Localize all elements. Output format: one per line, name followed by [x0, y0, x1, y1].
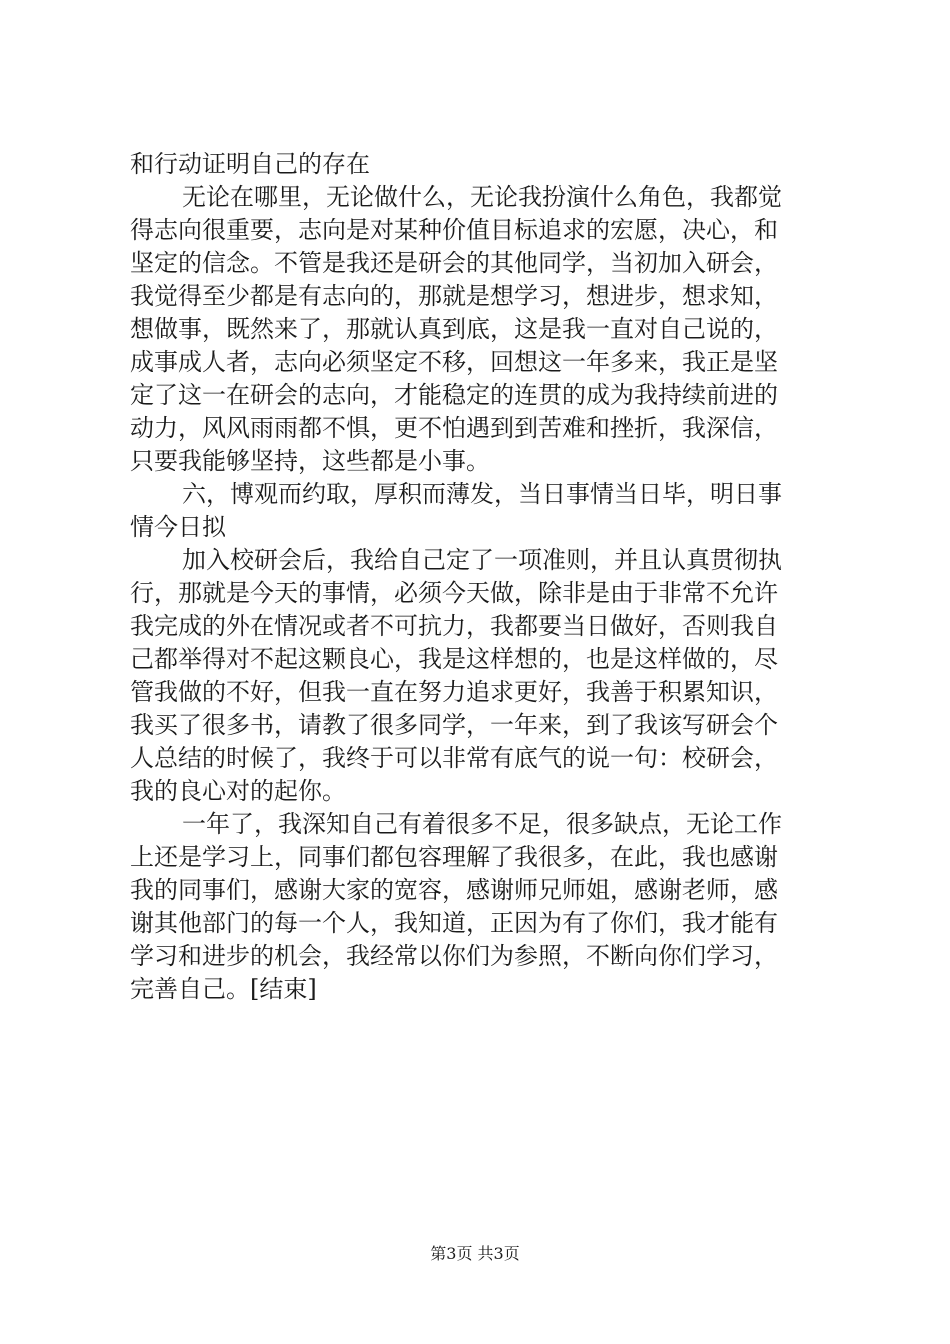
text-line: 定了这一在研会的志向，才能稳定的连贯的成为我持续前进的 [130, 381, 778, 409]
text-line: 我的同事们，感谢大家的宽容，感谢师兄师姐，感谢老师，感 [130, 876, 778, 904]
paragraph-start-line: 无论在哪里，无论做什么，无论我扮演什么角色，我都觉 [182, 183, 782, 211]
text-line: 学习和进步的机会，我经常以你们为参照，不断向你们学习， [130, 942, 778, 970]
text-line: 我觉得至少都是有志向的，那就是想学习，想进步，想求知， [130, 282, 778, 310]
section-heading-line: 六，博观而约取，厚积而薄发，当日事情当日毕，明日事 [182, 480, 782, 508]
text-line: 上还是学习上，同事们都包容理解了我很多，在此，我也感谢 [130, 843, 778, 871]
text-line: 管我做的不好，但我一直在努力追求更好，我善于积累知识， [130, 678, 778, 706]
text-line: 想做事，既然来了，那就认真到底，这是我一直对自己说的， [130, 315, 778, 343]
text-line: 只要我能够坚持，这些都是小事。 [130, 447, 490, 475]
text-line: 完善自己。[结束] [130, 975, 317, 1003]
text-line: 我完成的外在情况或者不可抗力，我都要当日做好，否则我自 [130, 612, 778, 640]
document-body [130, 148, 830, 1006]
section-heading-line: 情今日拟 [130, 513, 226, 541]
text-line: 我的良心对的起你。 [130, 777, 346, 805]
paragraph-start-line: 加入校研会后，我给自己定了一项准则，并且认真贯彻执 [182, 546, 782, 574]
text-line: 我买了很多书，请教了很多同学，一年来，到了我该写研会个 [130, 711, 778, 739]
text-line: 谢其他部门的每一个人，我知道，正因为有了你们，我才能有 [130, 909, 778, 937]
page-number-footer: 第3页 共3页 [430, 1244, 520, 1263]
text-line: 坚定的信念。不管是我还是研会的其他同学，当初加入研会， [130, 249, 778, 277]
text-line: 动力，风风雨雨都不惧，更不怕遇到到苦难和挫折，我深信， [130, 414, 778, 442]
text-line: 成事成人者，志向必须坚定不移，回想这一年多来，我正是坚 [130, 348, 778, 376]
text-line: 和行动证明自己的存在 [130, 150, 370, 178]
text-line: 得志向很重要，志向是对某种价值目标追求的宏愿，决心，和 [130, 216, 778, 244]
text-line: 己都举得对不起这颗良心，我是这样想的，也是这样做的，尽 [130, 645, 778, 673]
text-line: 行，那就是今天的事情，必须今天做，除非是由于非常不允许 [130, 579, 778, 607]
text-line: 人总结的时候了，我终于可以非常有底气的说一句：校研会， [130, 744, 778, 772]
paragraph-start-line: 一年了，我深知自己有着很多不足，很多缺点，无论工作 [182, 810, 782, 838]
